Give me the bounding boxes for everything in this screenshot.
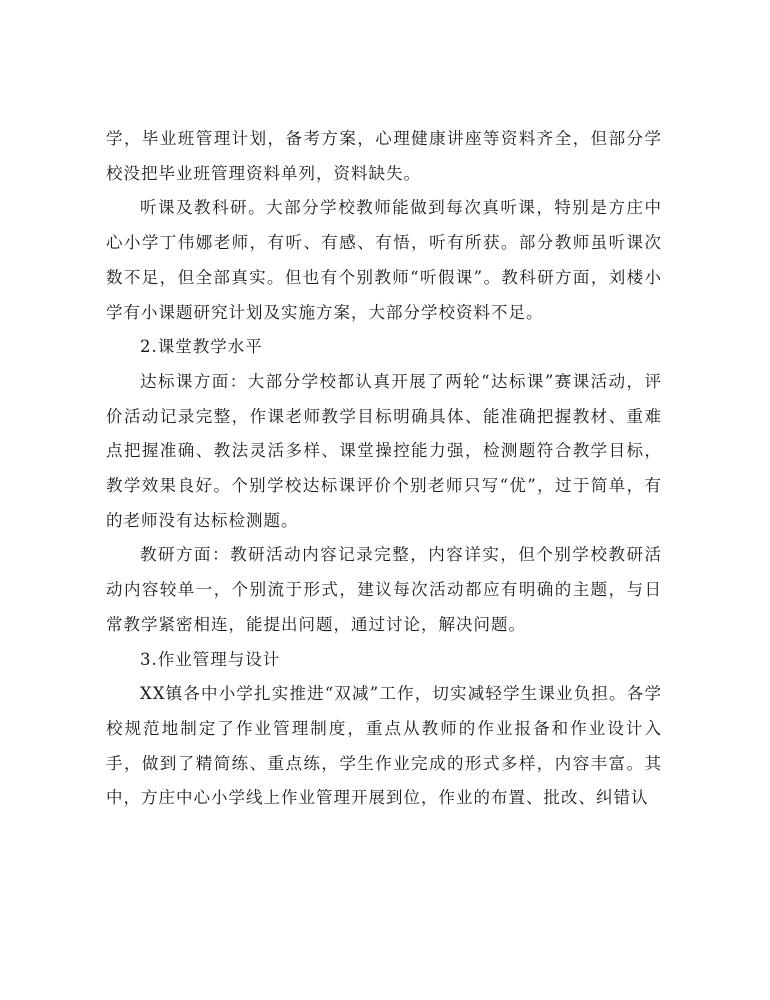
paragraph-1: 学，毕业班管理计划，备考方案，心理健康讲座等资料齐全，但部分学校没把毕业班管理资料单列，资料缺失。: [106, 129, 662, 183]
paragraph-4: 教研方面：教研活动内容记录完整，内容详实，但个别学校教研活动内容较单一，个别流于形式，建议每次活动都应有明确的主题，与日常教学紧密相连，能提出问题，通过讨论，解决问题。: [106, 545, 662, 634]
paragraph-3: 达标课方面：大部分学校都认真开展了两轮“达标课”赛课活动，评价活动记录完整，作课老师教学目标明确具体、能准确把握教材、重难点把握准确、教法灵活多样、课堂操控能力强，检测题符合教学目标，教学效果良好。个别学校达标课评价个别老师只写“优”，过于简单，有的老师没有达标检测题。: [106, 371, 662, 530]
section-heading-3: 3.作业管理与设计: [140, 649, 281, 669]
paragraph-5: XX镇各中小学扎实推进“双减”工作，切实减轻学生课业负担。各学校规范地制定了作业管理制度，重点从教师的作业报备和作业设计入手，做到了精简练、重点练，学生作业完成的形式多样，内容丰富。其中，方庄中心小学线上作业管理开展到位，作业的布置、批改、纠错认: [106, 684, 662, 808]
document-page: [106, 122, 662, 816]
paragraph-2: 听课及教科研。大部分学校教师能做到每次真听课，特别是方庄中心小学丁伟娜老师，有听、有感、有悟，听有所获。部分教师虽听课次数不足，但全部真实。但也有个别教师“听假课”。教科研方面，刘楼小学有小课题研究计划及实施方案，大部分学校资料不足。: [106, 198, 662, 322]
section-heading-2: 2.课堂教学水平: [140, 337, 263, 357]
